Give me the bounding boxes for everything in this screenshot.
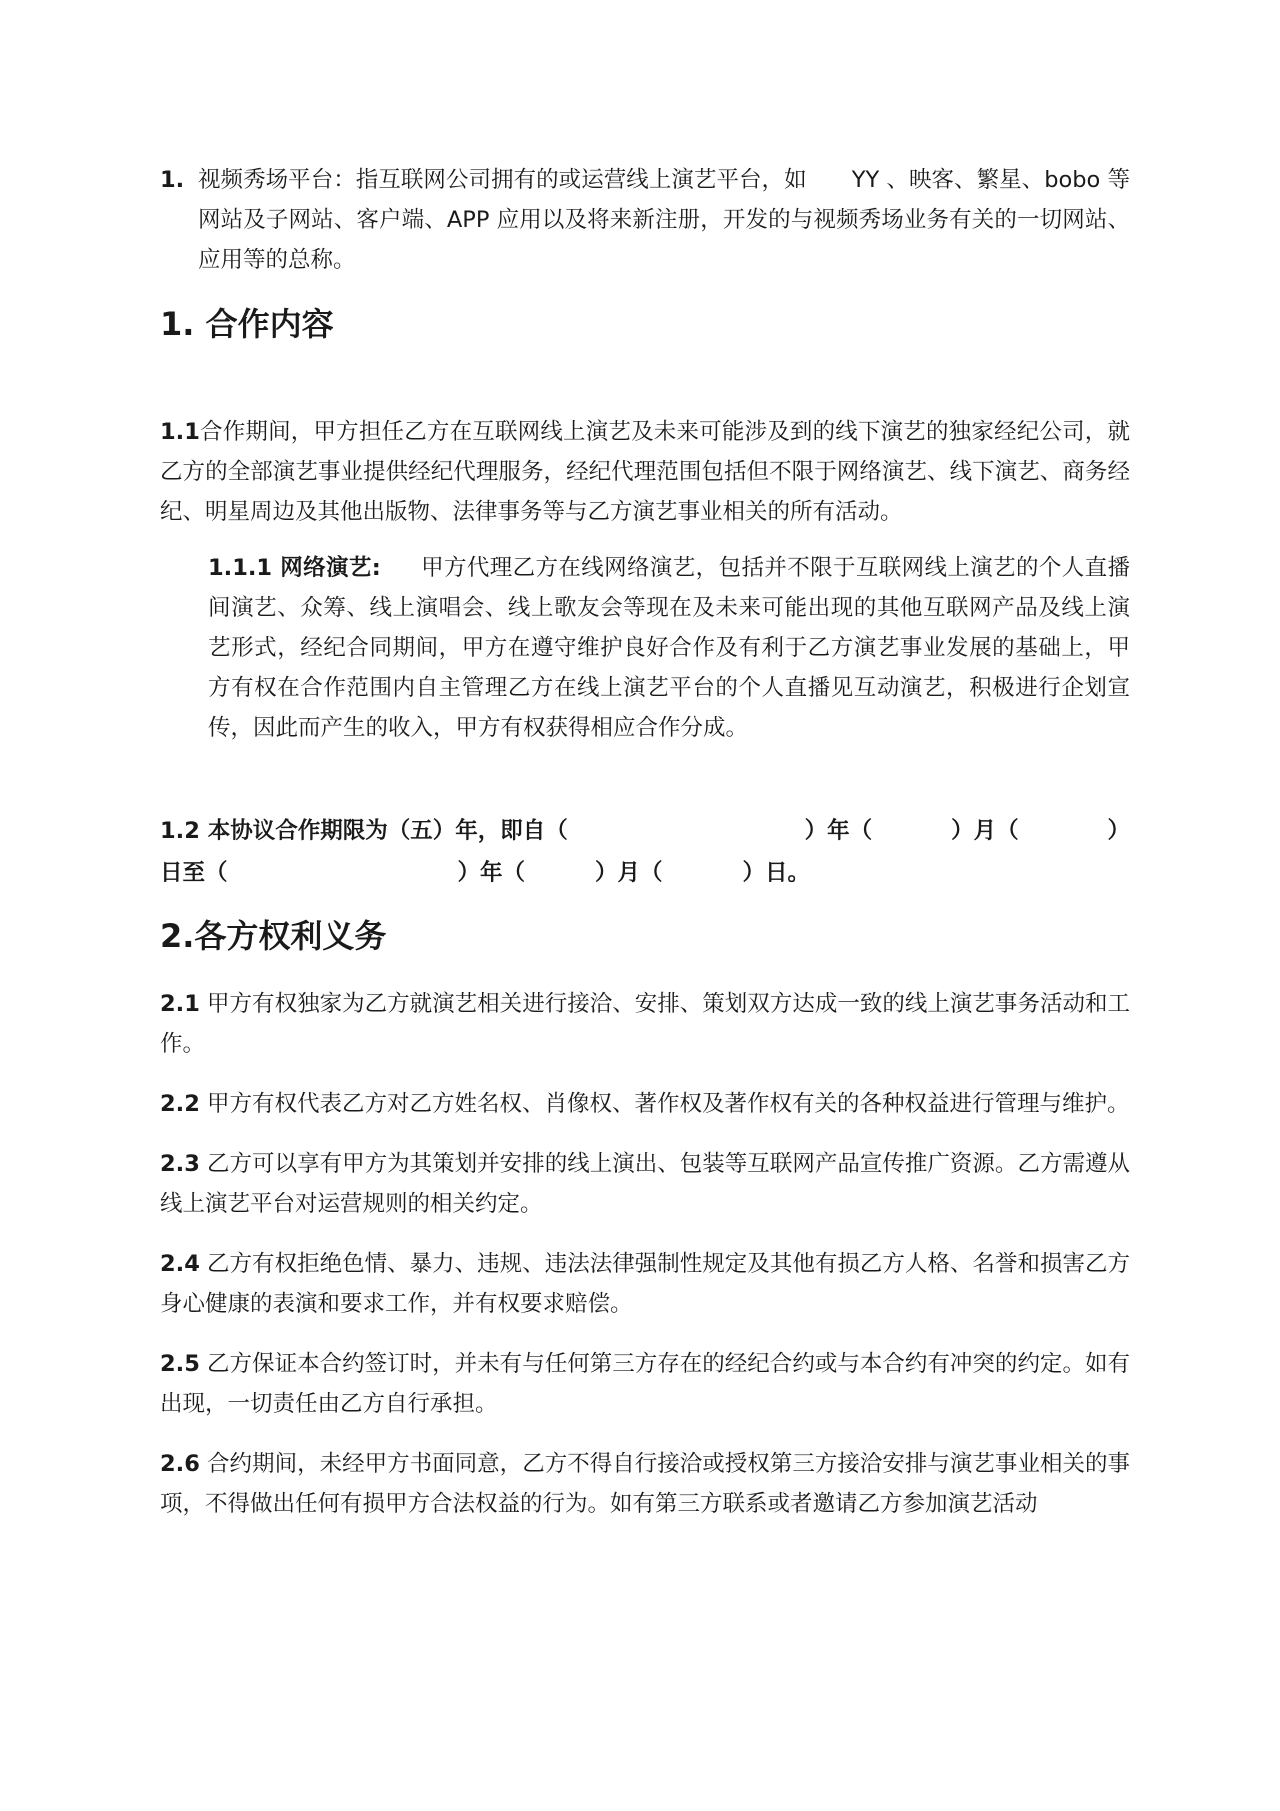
clause-text: 乙方保证本合约签订时，并未有与任何第三方存在的经纪合约或与本合约有冲突的约定。如有出现，一切责任由乙方自行承担。	[160, 1351, 1130, 1417]
clause-number: 2.3	[160, 1151, 200, 1177]
term-line-2	[160, 852, 1130, 894]
year-marker: ）年（	[804, 818, 873, 844]
clause-2-1	[160, 984, 1130, 1064]
clause-text: 乙方可以享有甲方为其策划并安排的线上演出、包装等互联网产品宣传推广资源。乙方需遵从线上演艺平台对运营规则的相关约定。	[160, 1151, 1130, 1217]
clause-number-title: 1.1.1 网络演艺:	[208, 555, 381, 581]
clause-2-4	[160, 1244, 1130, 1324]
clause-text: 乙方有权拒绝色情、暴力、违规、违法法律强制性规定及其他有损乙方人格、名誉和损害乙方身心健康的表演和要求工作，并有权要求赔偿。	[160, 1251, 1130, 1317]
day-end: ）日。	[742, 860, 811, 886]
section-2-heading: 2.各方权利义务	[160, 917, 387, 955]
clause-1-2	[160, 810, 1130, 894]
definition-number: 1.	[160, 167, 185, 193]
term-line-1	[160, 810, 1130, 852]
clause-number: 2.2	[160, 1091, 200, 1117]
clause-number: 2.5	[160, 1351, 200, 1377]
clause-2-3	[160, 1144, 1130, 1224]
section-2-clauses	[160, 984, 1130, 1524]
year-marker: ）年（	[457, 860, 526, 886]
clause-number: 2.1	[160, 991, 200, 1017]
clause-1-1-1	[160, 548, 1130, 748]
clause-text: 甲方代理乙方在线网络演艺，包括并不限于互联网线上演艺的个人直播间演艺、众筹、线上演唱会、线上歌友会等现在及未来可能出现的其他互联网产品及线上演艺形式，经纪合同期间，甲方在遵守维护良好合作及有利于乙方演艺事业发展的基础上，甲方有权在合作范围内自主管理乙方在线上演艺平台的个人直播见互动演艺，积极进行企划宣传，因此而产生的收入，甲方有权获得相应合作分成。	[208, 555, 1130, 741]
clause-text: 甲方有权独家为乙方就演艺相关进行接洽、安排、策划双方达成一致的线上演艺事务活动和工作。	[160, 991, 1130, 1057]
document-page	[160, 160, 1130, 1524]
clause-text: 合约期间，未经甲方书面同意，乙方不得自行接洽或授权第三方接洽安排与演艺事业相关的事项，不得做出任何有损甲方合法权益的行为。如有第三方联系或者邀请乙方参加演艺活动	[160, 1451, 1130, 1517]
clause-text: 甲方有权代表乙方对乙方姓名权、肖像权、著作权及著作权有关的各种权益进行管理与维护。	[207, 1091, 1130, 1117]
clause-2-2	[160, 1084, 1130, 1124]
clause-number: 2.6	[160, 1451, 200, 1477]
clause-number: 1.1	[160, 419, 200, 445]
clause-number: 2.4	[160, 1251, 200, 1277]
clause-1-1	[160, 412, 1130, 532]
month-marker: ）月（	[595, 860, 663, 886]
term-prefix: 日至（	[160, 860, 228, 886]
month-marker: ）月（	[951, 818, 1019, 844]
definition-item	[160, 160, 1130, 280]
definition-text: 视频秀场平台：指互联网公司拥有的或运营线上演艺平台，如 YY 、映客、繁星、bobo 等网站及子网站、客户端、APP 应用以及将来新注册，开发的与视频秀场业务有关的一切网站、应用等的总称。	[198, 167, 1130, 273]
term-prefix: 1.2 本协议合作期限为（五）年，即自（	[160, 818, 568, 844]
day-close: ）	[1107, 818, 1130, 844]
clause-2-5	[160, 1344, 1130, 1424]
section-1-heading: 1. 合作内容	[160, 305, 334, 343]
clause-2-6	[160, 1444, 1130, 1524]
clause-text: 合作期间，甲方担任乙方在互联网线上演艺及未来可能涉及到的线下演艺的独家经纪公司，就乙方的全部演艺事业提供经纪代理服务，经纪代理范围包括但不限于网络演艺、线下演艺、商务经纪、明星周边及其他出版物、法律事务等与乙方演艺事业相关的所有活动。	[160, 419, 1130, 525]
